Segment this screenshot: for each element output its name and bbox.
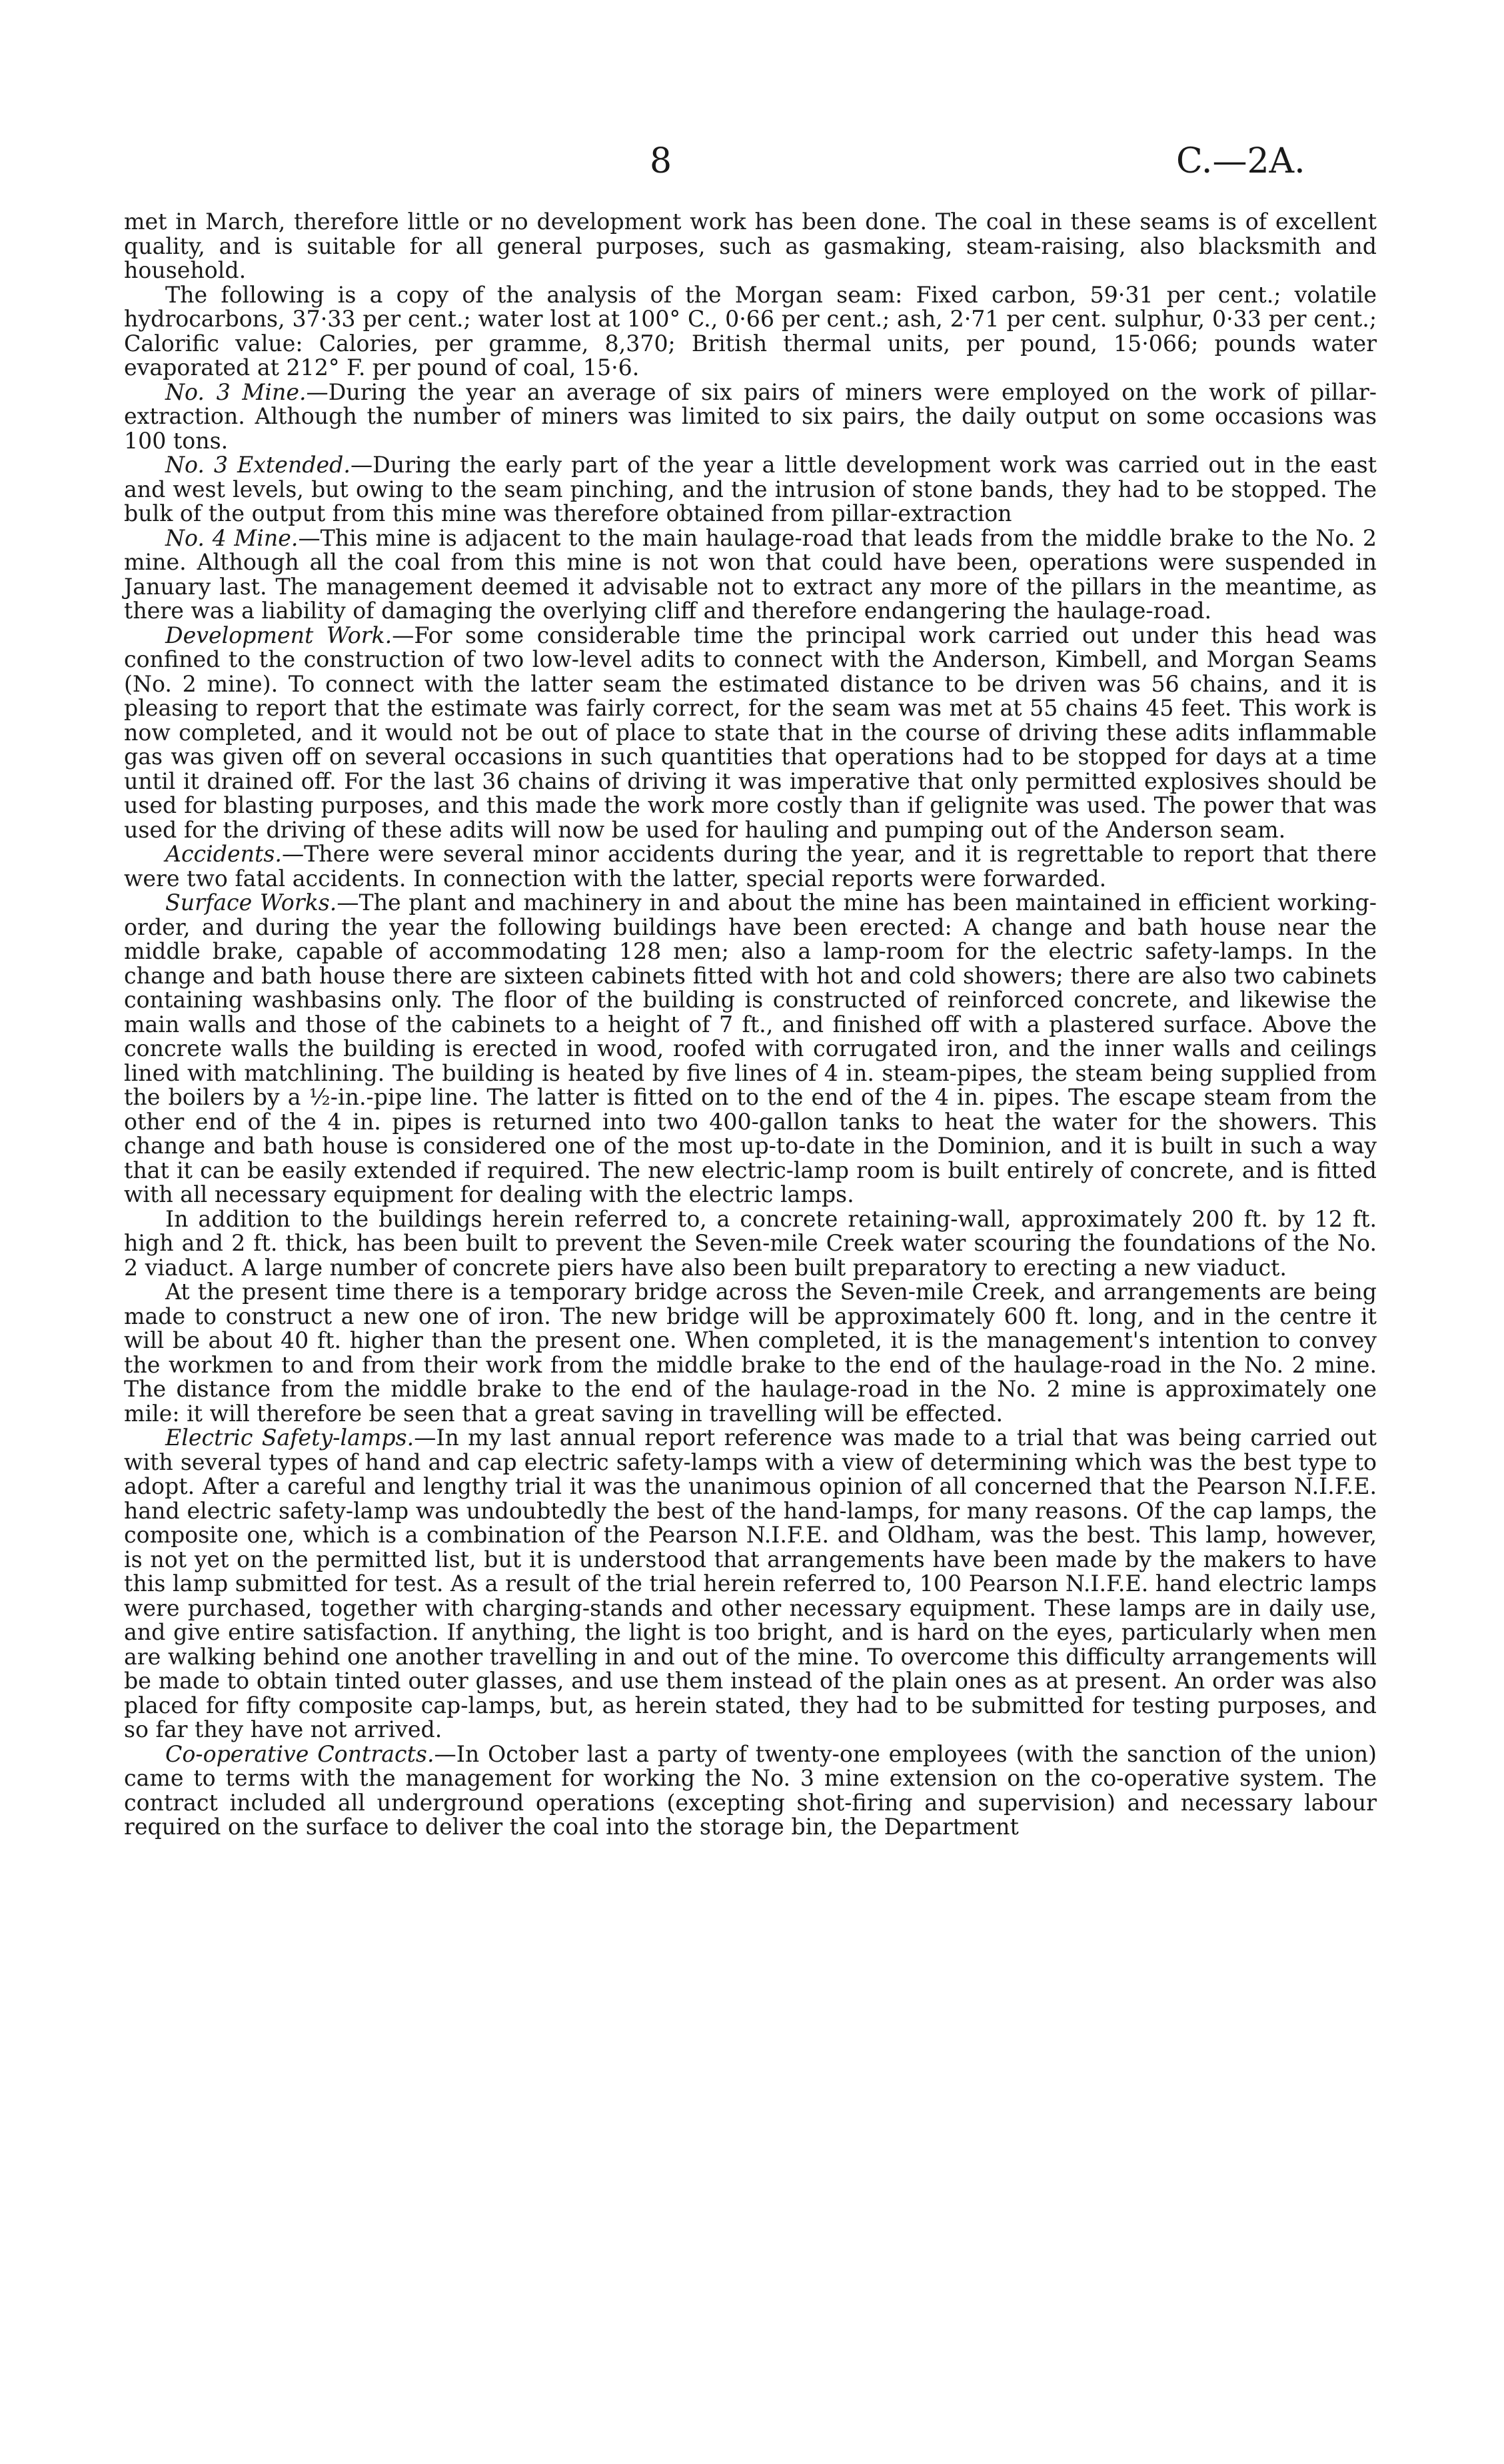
section-heading: Development Work. [165, 622, 392, 648]
section-heading: Co-operative Contracts. [165, 1740, 434, 1767]
paragraph-text: —There were several minor accidents during the year, and it is regrettable to report that there were two fatal accidents. In connection with the latter, special reports were forwarded. [124, 841, 1377, 892]
section-heading: Electric Safety-lamps. [165, 1425, 414, 1451]
page-number: 8 [650, 141, 672, 181]
paragraph-surface-works [124, 891, 1377, 1207]
paragraph-electric-safety-lamps [124, 1426, 1377, 1742]
section-heading: Accidents. [165, 841, 282, 867]
section-heading: No. 4 Mine. [165, 524, 299, 551]
paragraph-co-operative-contracts [124, 1742, 1377, 1840]
paragraph-text: met in March, therefore little or no development work has been done. The coal in these seams is of excellent quality, and is suitable for all general purposes, such as gasmaking, steam-raising, also blacksmith and household. [124, 209, 1377, 283]
paragraph-seams-continued [124, 210, 1377, 283]
paragraph-bridge [124, 1280, 1377, 1426]
paragraph-no3-mine [124, 380, 1377, 454]
paragraph-text: The following is a copy of the analysis of the Morgan seam: Fixed carbon, 59·31 per cent.; volatile hydrocarbons, 37·33 per cent.; water lost at 100° C., 0·66 per cent.; ash, 2·71 per cent. sulphur, 0·33 per cent.; Calorific value: Calories, per gramme, 8,370; British thermal units, per pound, 15·066; pounds water evaporated at 212° F. per pound of coal, 15·6. [124, 281, 1377, 380]
paragraph-accidents [124, 842, 1377, 891]
paragraph-morgan-analysis [124, 283, 1377, 380]
paragraph-text: At the present time there is a temporary bridge across the Seven-mile Creek, and arrangements are being made to construct a new one of iron. The new bridge will be approximately 600 ft. long, and in the centre it will be about 40 ft. higher than the present one. When completed, it is the management's intention to convey the workmen to and from their work from the middle brake to the end of the haulage-road in the No. 2 mine. The distance from the middle brake to the end of the haulage-road in the No. 2 mine is approximately one mile: it will therefore be seen that a great saving in travelling will be effected. [124, 1279, 1377, 1427]
paragraph-no4-mine [124, 526, 1377, 624]
body-text [124, 210, 1377, 1840]
paragraph-development-work [124, 624, 1377, 843]
paragraph-text: —In October last a party of twenty-one employees (with the sanction of the union) came to terms with the management for working the No. 3 mine extension on the co-operative system. The contract included all underground operations (excepting shot-firing and supervision) and necessary labour required on the surface to deliver the coal into the storage bin, the Department [124, 1740, 1377, 1840]
paragraph-text: —This mine is adjacent to the main haulage-road that leads from the middle brake to the No. 2 mine. Although all the coal from this mine is not won that could have been, operations were suspended in January last. The management deemed it advisable not to extract any more of the pillars in the meantime, as there was a liability of damaging the overlying cliff and therefore endangering the haulage-road. [124, 524, 1377, 624]
section-heading: No. 3 Extended. [165, 452, 351, 478]
paragraph-text: —For some considerable time the principal work carried out under this head was confined to the construction of two low-level adits to connect with the Anderson, Kimbell, and Morgan Seams (No. 2 mine). To connect with the latter seam the estimated distance to be driven was 56 chains, and it is pleasing to report that the estimate was fairly correct, for the seam was met at 55 chains 45 feet. This work is now completed, and it would not be out of place to state that in the course of driving these adits inflammable gas was given off on several occasions in such quantities that operations had to be stopped for days at a time until it drained off. For the last 36 chains of driving it was imperative that only permitted explosives should be used for blasting purposes, and this made the work more costly than if gelignite was used. The power that was used for the driving of these adits will now be used for hauling and pumping out of the Anderson seam. [124, 622, 1377, 843]
section-heading: No. 3 Mine. [165, 378, 307, 405]
paragraph-text: —The plant and machinery in and about the mine has been maintained in efficient working-order, and during the year the following buildings have been erected: A change and bath house near the middle brake, capable of accommodating 128 men; also a lamp-room for the electric safety-lamps. In the change and bath house there are sixteen cabinets fitted with hot and cold showers; there are also two cabinets containing washbasins only. The floor of the building is constructed of reinforced concrete, and likewise the main walls and those of the cabinets to a height of 7 ft., and finished off with a plastered surface. Above the concrete walls the building is erected in wood, roofed with corrugated iron, and the inner walls and ceilings lined with matchlining. The building is heated by five lines of 4 in. steam-pipes, the steam being supplied from the boilers by a ½-in.-pipe line. The latter is fitted on to the end of the 4 in. pipes. The escape steam from the other end of the 4 in. pipes is returned into two 400-gallon tanks to heat the water for the showers. This change and bath house is considered one of the most up-to-date in the Dominion, and it is built in such a way that it can be easily extended if required. The new electric-lamp room is built entirely of concrete, and is fitted with all necessary equipment for dealing with the electric lamps. [124, 890, 1377, 1207]
paragraph-text: —In my last annual report reference was made to a trial that was being carried out with several types of hand and cap electric safety-lamps with a view of determining which was the best type to adopt. After a careful and lengthy trial it was the unanimous opinion of all concerned that the Pearson N.I.F.E. hand electric safety-lamp was undoubtedly the best of the hand-lamps, for many reasons. Of the cap lamps, the composite one, which is a combination of the Pearson N.I.F.E. and Oldham, was the best. This lamp, however, is not yet on the permitted list, but it is understood that arrangements have been made by the makers to have this lamp submitted for test. As a result of the trial herein referred to, 100 Pearson N.I.F.E. hand electric lamps were purchased, together with charging-stands and other necessary equipment. These lamps are in daily use, and give entire satisfaction. If anything, the light is too bright, and is hard on the eyes, particularly when men are walking behind one another travelling in and out of the mine. To overcome this difficulty arrangements will be made to obtain tinted outer glasses, and use them instead of the plain ones as at present. An order was also placed for fifty composite cap-lamps, but, as herein stated, they had to be submitted for testing purposes, and so far they have not arrived. [124, 1425, 1377, 1742]
paragraph-text: —During the early part of the year a little development work was carried out in the east and west levels, but owing to the seam pinching, and the intrusion of stone bands, they had to be stopped. The bulk of the output from this mine was therefore obtained from pillar-extraction [124, 452, 1377, 526]
paragraph-no3-extended [124, 453, 1377, 526]
paragraph-text: —During the year an average of six pairs of miners were employed on the work of pillar-extraction. Although the number of miners was limited to six pairs, the daily output on some occasions was 100 tons. [124, 378, 1377, 454]
paragraph-retaining-wall [124, 1207, 1377, 1281]
paragraph-text: In addition to the buildings herein referred to, a concrete retaining-wall, approximately 200 ft. by 12 ft. high and 2 ft. thick, has been built to prevent the Seven-mile Creek water scouring the foundations of the No. 2 viaduct. A large number of concrete piers have also been built preparatory to erecting a new viaduct. [124, 1205, 1377, 1281]
section-heading: Surface Works. [165, 890, 337, 916]
document-reference: C.—2A. [1176, 141, 1305, 181]
